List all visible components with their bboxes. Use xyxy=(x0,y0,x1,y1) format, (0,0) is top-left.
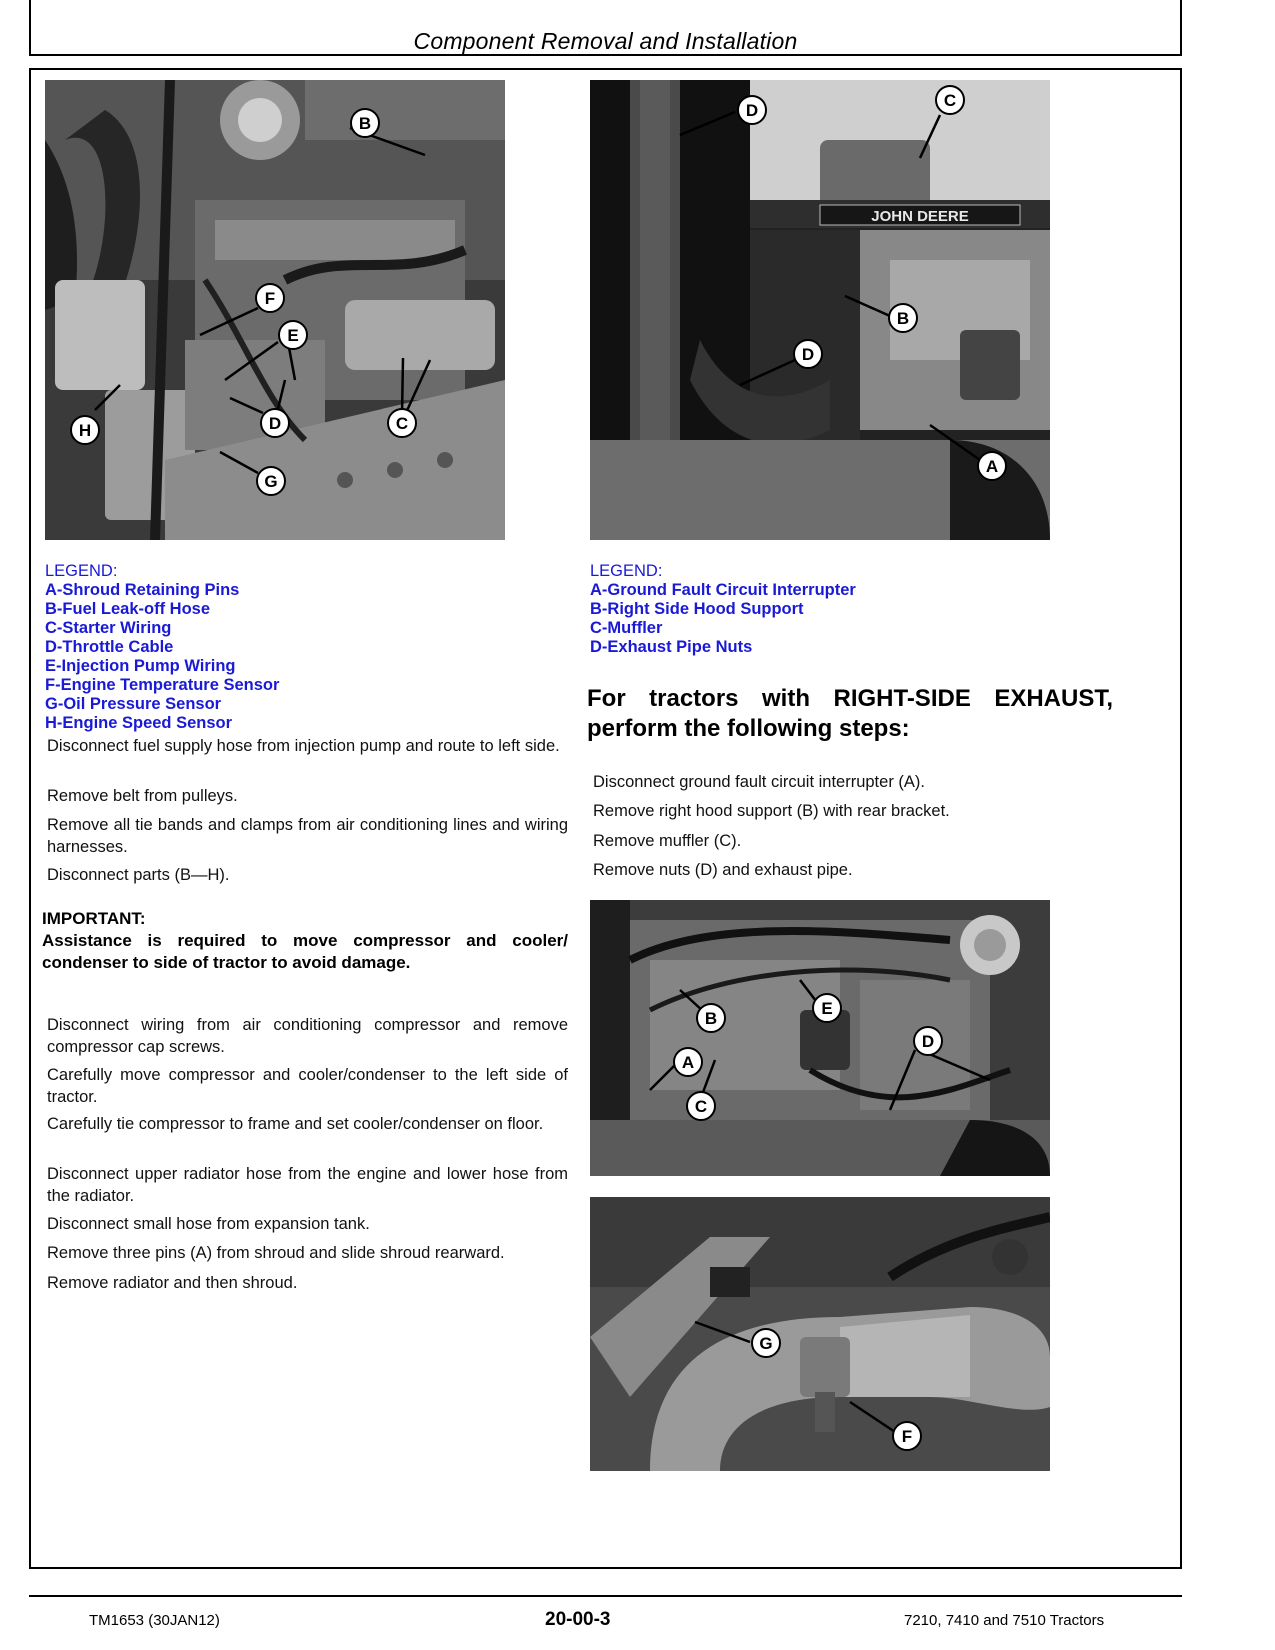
legend-item: E-Injection Pump Wiring xyxy=(45,657,236,675)
callout-c: C xyxy=(395,414,409,433)
step-text: Carefully move compressor and cooler/condenser to the left side of tractor. xyxy=(47,1066,568,1106)
important-text: Assistance is required to move compressor and cooler/ condenser to side of tractor to avoid damage. xyxy=(42,931,568,972)
step-text: Remove nuts (D) and exhaust pipe. xyxy=(593,861,853,879)
left-legend xyxy=(45,562,279,733)
legend-item: D-Throttle Cable xyxy=(45,638,174,656)
step-text: Remove all tie bands and clamps from air conditioning lines and wiring harnesses. xyxy=(47,816,568,856)
legend-title: LEGEND: xyxy=(590,562,663,580)
callout-f: F xyxy=(901,1427,913,1446)
step-text: Disconnect upper radiator hose from the engine and lower hose from the radiator. xyxy=(47,1165,568,1205)
footer-page-number: 20-00-3 xyxy=(545,1609,611,1630)
page-header-title: Component Removal and Installation xyxy=(413,28,798,54)
footer-doc-id: TM1653 (30JAN12) xyxy=(89,1612,220,1629)
right-legend xyxy=(590,562,856,657)
legend-item: G-Oil Pressure Sensor xyxy=(45,695,222,713)
step-text: Remove three pins (A) from shroud and slide shroud rearward. xyxy=(47,1244,505,1262)
step-text: Disconnect parts (B—H). xyxy=(47,866,230,884)
step-text: Remove right hood support (B) with rear bracket. xyxy=(593,802,950,820)
callout-d: D xyxy=(801,345,815,364)
legend-item: H-Engine Speed Sensor xyxy=(45,714,233,732)
callout-a: A xyxy=(681,1053,695,1072)
callout-g: G xyxy=(759,1334,773,1353)
legend-item: B-Right Side Hood Support xyxy=(590,600,804,618)
step-text: Disconnect small hose from expansion tank. xyxy=(47,1215,370,1233)
legend-item: C-Muffler xyxy=(590,619,663,637)
header-box xyxy=(29,0,1182,56)
right-side-exhaust-heading: For tractors with RIGHT-SIDE EXHAUST, perform the following steps: xyxy=(587,685,1113,742)
john-deere-badge: JOHN DEERE xyxy=(871,208,969,225)
legend-item: D-Exhaust Pipe Nuts xyxy=(590,638,753,656)
exhaust-side-photo xyxy=(590,80,1050,540)
legend-item: A-Shroud Retaining Pins xyxy=(45,581,240,599)
legend-item: B-Fuel Leak-off Hose xyxy=(45,600,211,618)
step-text: Carefully tie compressor to frame and set cooler/condenser on floor. xyxy=(47,1115,544,1133)
callout-b: B xyxy=(358,114,372,133)
callout-b: B xyxy=(704,1009,718,1028)
step-text: Remove muffler (C). xyxy=(593,832,742,850)
step-text: Remove radiator and then shroud. xyxy=(47,1274,298,1292)
callout-d: D xyxy=(745,101,759,120)
callout-d: D xyxy=(268,414,282,433)
legend-item: C-Starter Wiring xyxy=(45,619,172,637)
step-text: Remove belt from pulleys. xyxy=(47,787,238,805)
legend-item: A-Ground Fault Circuit Interrupter xyxy=(590,581,856,599)
callout-d: D xyxy=(921,1032,935,1051)
footer-model-list: 7210, 7410 and 7510 Tractors xyxy=(904,1612,1105,1629)
callout-g: G xyxy=(264,472,278,491)
step-text: Disconnect wiring from air conditioning compressor and remove compressor cap screws. xyxy=(47,1016,568,1056)
callout-f: F xyxy=(264,289,276,308)
callout-h: H xyxy=(78,421,92,440)
callout-e: E xyxy=(287,326,299,345)
step-text: Disconnect ground fault circuit interrupter (A). xyxy=(593,773,925,791)
footer-rule xyxy=(29,1595,1182,1597)
callout-a: A xyxy=(985,457,999,476)
legend-title: LEGEND: xyxy=(45,562,118,580)
callout-c: C xyxy=(943,91,957,110)
hose-closeup-photo xyxy=(590,1197,1050,1471)
step-text: Disconnect fuel supply hose from injection pump and route to left side. xyxy=(47,737,560,755)
callout-c: C xyxy=(694,1097,708,1116)
engine-left-photo xyxy=(45,80,505,540)
legend-item: F-Engine Temperature Sensor xyxy=(45,676,280,694)
callout-b: B xyxy=(896,309,910,328)
important-label: IMPORTANT: xyxy=(42,909,146,928)
callout-e: E xyxy=(821,999,833,1018)
engine-right-photo xyxy=(590,900,1050,1176)
